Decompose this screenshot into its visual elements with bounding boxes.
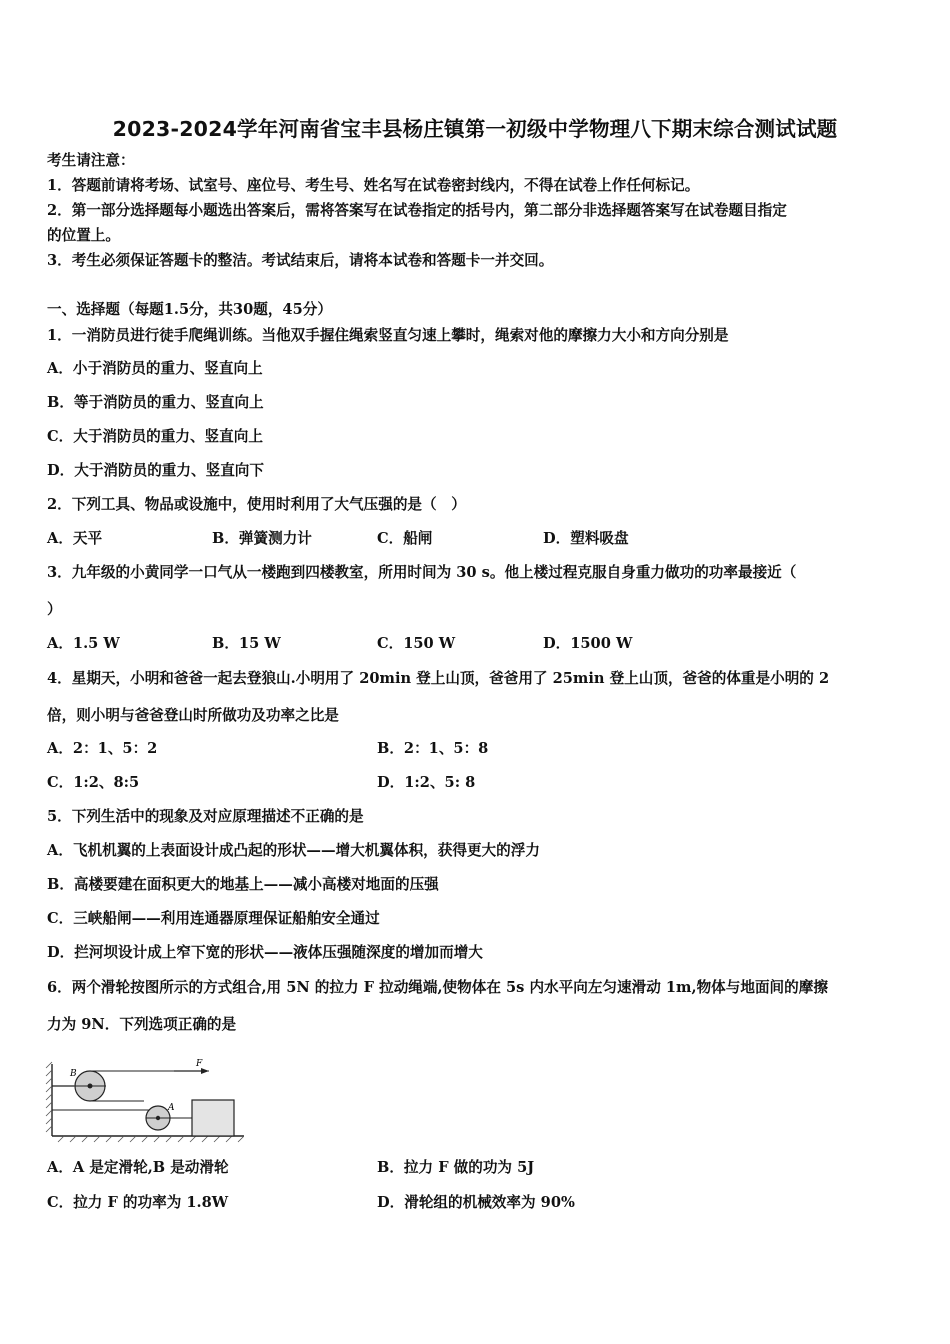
question-4-stem: 4．星期天，小明和爸爸一起去登狼山.小明用了 20min 登上山顶，爸爸用了 25min 登上山顶，爸爸的体重是小明的 2 xyxy=(47,670,830,687)
q6-option-d: D．滑轮组的机械效率为 90% xyxy=(377,1194,575,1211)
question-3-stem: 3．九年级的小黄同学一口气从一楼跑到四楼教室，所用时间为 30 s。他上楼过程克服自身重力做功的功率最接近（ xyxy=(47,564,797,581)
q4-option-b: B．2：1、5：8 xyxy=(377,740,489,757)
q6-option-b: B．拉力 F 做的功为 5J xyxy=(377,1159,535,1176)
q3-option-c: C．150 W xyxy=(377,635,456,652)
notice-item: 3．考生必须保证答题卡的整洁。考试结束后，请将本试卷和答题卡一并交回。 xyxy=(47,252,554,269)
question-6-stem: 6．两个滑轮按图所示的方式组合,用 5N 的拉力 F 拉动绳端,使物体在 5s 内水平向左匀速滑动 1m,物体与地面间的摩擦 xyxy=(47,979,828,996)
q5-option-d: D．拦河坝设计成上窄下宽的形状——液体压强随深度的增加而增大 xyxy=(47,944,483,961)
q5-option-a: A．飞机机翼的上表面设计成凸起的形状——增大机翼体积，获得更大的浮力 xyxy=(47,842,540,859)
q2-option-d: D．塑料吸盘 xyxy=(543,530,629,547)
question-3-stem-cont: ） xyxy=(47,601,62,618)
notice-item: 1．答题前请将考场、试室号、座位号、考生号、姓名写在试卷密封线内，不得在试卷上作任何标记。 xyxy=(47,177,700,194)
q3-option-b: B．15 W xyxy=(212,635,281,652)
q1-option-a: A．小于消防员的重力、竖直向上 xyxy=(47,360,263,377)
q4-option-d: D．1:2、5: 8 xyxy=(377,774,476,791)
q2-option-c: C．船闸 xyxy=(377,530,433,547)
q1-option-d: D．大于消防员的重力、竖直向下 xyxy=(47,462,264,479)
notice-heading: 考生请注意： xyxy=(47,152,135,169)
q2-option-b: B．弹簧测力计 xyxy=(212,530,312,547)
block xyxy=(192,1100,234,1136)
question-4-stem-cont: 倍，则小明与爸爸登山时所做功及功率之比是 xyxy=(47,707,339,724)
q3-option-a: A．1.5 W xyxy=(47,635,120,652)
pulley-diagram xyxy=(44,1054,244,1144)
q1-option-c: C．大于消防员的重力、竖直向上 xyxy=(47,428,263,445)
q3-option-d: D．1500 W xyxy=(543,635,633,652)
q1-option-b: B．等于消防员的重力、竖直向上 xyxy=(47,394,264,411)
q5-option-b: B．高楼要建在面积更大的地基上——减小高楼对地面的压强 xyxy=(47,876,439,893)
label-b: B xyxy=(70,1069,77,1079)
page-title: 2023-2024学年河南省宝丰县杨庄镇第一初级中学物理八下期末综合测试试题 xyxy=(112,117,838,141)
section-heading: 一、选择题（每题1.5分，共30题，45分） xyxy=(47,301,332,318)
notice-item: 的位置上。 xyxy=(47,227,120,244)
q5-option-c: C．三峡船闸——利用连通器原理保证船舶安全通过 xyxy=(47,910,380,927)
q4-option-c: C．1:2、8:5 xyxy=(47,774,140,791)
question-1-stem: 1．一消防员进行徒手爬绳训练。当他双手握住绳索竖直匀速上攀时，绳索对他的摩擦力大小和方向分别是 xyxy=(47,327,729,344)
question-2-stem: 2．下列工具、物品或设施中，使用时利用了大气压强的是（ ） xyxy=(47,496,466,513)
q2-option-a: A．天平 xyxy=(47,530,103,547)
q6-option-a: A．A 是定滑轮,B 是动滑轮 xyxy=(47,1159,229,1176)
label-f: F xyxy=(196,1059,203,1069)
notice-item: 2．第一部分选择题每小题选出答案后，需将答案写在试卷指定的括号内，第二部分非选择题答案写在试卷题目指定 xyxy=(47,202,787,219)
question-5-stem: 5．下列生活中的现象及对应原理描述不正确的是 xyxy=(47,808,364,825)
label-a: A xyxy=(168,1103,175,1113)
question-6-stem-cont: 力为 9N．下列选项正确的是 xyxy=(47,1016,237,1033)
q6-option-c: C．拉力 F 的功率为 1.8W xyxy=(47,1194,229,1211)
q4-option-a: A．2：1、5：2 xyxy=(47,740,158,757)
